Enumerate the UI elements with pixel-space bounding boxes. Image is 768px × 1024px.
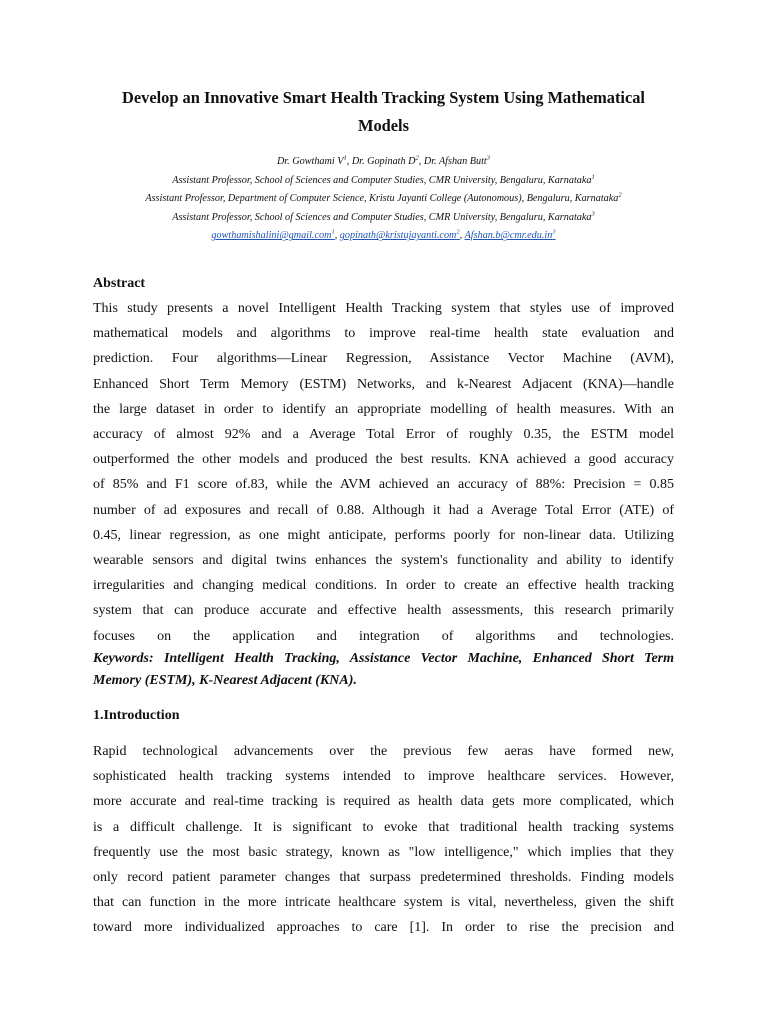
abstract-line: number of ad exposures and recall of 0.88. Although it had a Average Total Error (ATE) of: [93, 502, 674, 518]
affiliation-line: [83, 190, 684, 209]
abstract-line: 0.45, linear regression, as one might anticipate, performs poorly for non-linear data. Utilizing: [93, 527, 674, 543]
introduction-text: [93, 739, 674, 941]
affiliation-mark: 1: [591, 173, 595, 181]
paper-title-line-2: Models: [358, 116, 409, 135]
keywords-line-2: Memory (ESTM), K-Nearest Adjacent (KNA).: [93, 673, 357, 688]
affiliation-text: Assistant Professor, School of Sciences and Computer Studies, CMR University, Bengaluru, Karnataka: [172, 211, 592, 223]
abstract-line: This study presents a novel Intelligent Health Tracking system that styles use of improved: [93, 301, 674, 316]
keywords-line-1: Keywords: Intelligent Health Tracking, Assistance Vector Machine, Enhanced Short Term: [93, 651, 674, 666]
author-mark: 2: [415, 154, 419, 162]
introduction-line: sophisticated health tracking systems intended to improve healthcare services. However,: [93, 769, 674, 785]
author-names: [83, 153, 684, 172]
introduction-line: frequently use the most basic strategy, known as "low intelligence," which implies that they: [93, 844, 674, 860]
abstract-line: focuses on the application and integration of algorithms and technologies.: [93, 628, 674, 644]
abstract-line: accuracy of almost 92% and a Average Total Error of roughly 0.35, the ESTM model: [93, 427, 674, 443]
keywords: [93, 648, 674, 692]
abstract-line: the large dataset in order to identify an appropriate modelling of health measures. With an: [93, 401, 674, 417]
abstract-line: wearable sensors and digital twins enhances the system's functionality and ability to identify: [93, 553, 674, 569]
introduction-heading: 1.Introduction: [93, 708, 180, 723]
introduction-line: more accurate and real-time tracking is required as health data gets more complicated, which: [93, 794, 674, 810]
author-name: Dr. Afshan Butt: [423, 156, 487, 167]
email-link[interactable]: gowthamishalini@gmail.com$^1$: [211, 228, 335, 242]
author-info: [83, 153, 684, 246]
introduction-line: toward more individualized approaches to care [1]. In order to rise the precision and: [93, 920, 674, 936]
affiliation-mark: 2: [618, 191, 622, 199]
author-separator: ,: [346, 156, 352, 167]
author-name: Dr. Gowthami V: [276, 156, 344, 167]
introduction-line: Rapid technological advancements over the previous few aeras have formed new,: [93, 744, 674, 759]
affiliation-text: Assistant Professor, Department of Computer Science, Kristu Jayanti College (Autonomous), Bengaluru, Karnataka: [145, 193, 619, 205]
abstract-line: outperformed the other models and produced the best results. KNA achieved a good accuracy: [93, 452, 674, 468]
abstract-line: irregularities and changing medical conditions. In order to create an effective health tracking: [93, 578, 674, 594]
paper-title-line-1: Develop an Innovative Smart Health Tracking System Using Mathematical: [122, 88, 645, 107]
introduction-line: is a difficult challenge. It is significant to evoke that traditional health tracking systems: [93, 819, 674, 835]
abstract-line: Enhanced Short Term Memory (ESTM) Networks, and k-Nearest Adjacent (KNA)—handle: [93, 376, 674, 392]
abstract-line: mathematical models and algorithms to improve real-time health state evaluation and: [93, 326, 674, 342]
affiliation-text: Assistant Professor, School of Sciences and Computer Studies, CMR University, Bengaluru, Karnataka: [172, 174, 592, 186]
abstract-line: prediction. Four algorithms—Linear Regression, Assistance Vector Machine (AVM),: [93, 351, 674, 367]
email-link[interactable]: $Afshan.b@cmr.edu.in^3$: [464, 228, 556, 242]
abstract-text: [93, 296, 674, 649]
email-link[interactable]: gopinath@kristujayanti.com$^2$: [339, 228, 460, 242]
affiliation-line: [83, 172, 684, 191]
author-mark: 1: [343, 154, 347, 162]
author-emails: [83, 227, 684, 246]
abstract-heading: Abstract: [93, 276, 146, 291]
introduction-line: only record patient parameter changes that surpass predetermined thresholds. Finding models: [93, 870, 674, 886]
affiliation-mark: 3: [591, 210, 595, 218]
abstract-line: of 85% and F1 score of.83, while the AVM achieved an accuracy of 88%: Precision = 0.85: [93, 477, 674, 493]
email-separator: ,: [459, 230, 465, 242]
author-name: Dr. Gopinath D: [351, 156, 416, 167]
introduction-line: that can function in the more intricate healthcare system is vital, nevertheless, given the shift: [93, 895, 674, 911]
abstract-line: system that can produce accurate and effective health assessments, this research primarily: [93, 603, 674, 619]
affiliation-line: [83, 209, 684, 228]
email-separator: ,: [334, 230, 340, 242]
paper-title: [83, 84, 684, 140]
author-separator: ,: [418, 156, 424, 167]
author-mark: 3: [486, 154, 491, 162]
